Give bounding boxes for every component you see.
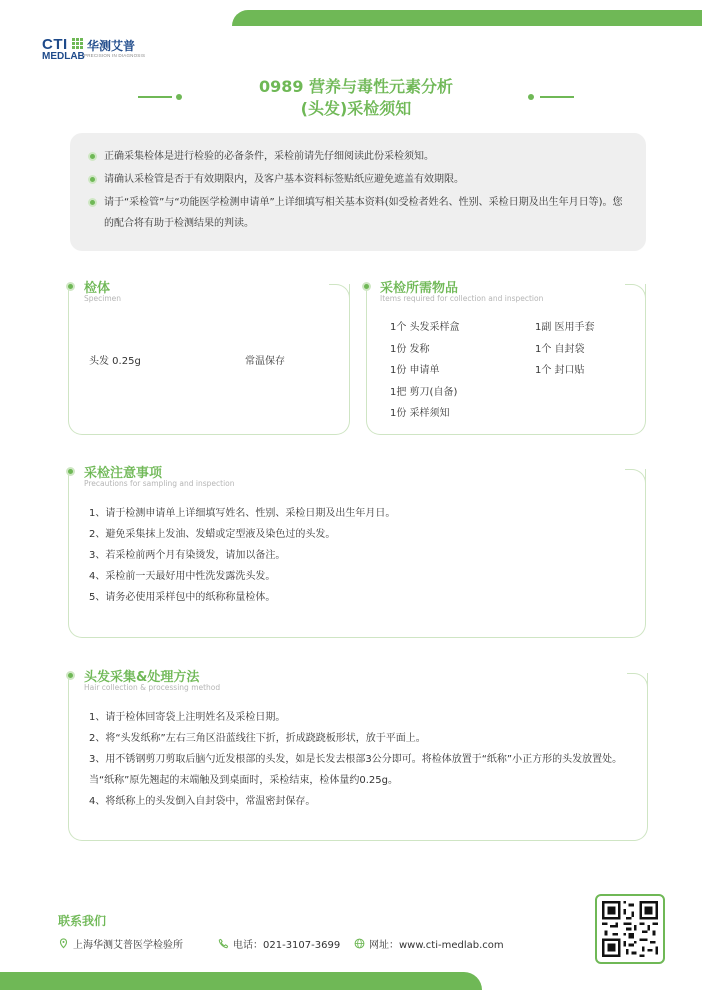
list-item: 1个 自封袋 [535, 343, 585, 355]
globe-icon [354, 938, 365, 949]
contact-address: 上海华测艾普医学检验所 [58, 936, 183, 951]
list-item: 2、避免采集抹上发油、发蜡或定型液及染色过的头发。 [89, 529, 336, 540]
method-list [89, 707, 634, 812]
list-item: 1副 医用手套 [535, 322, 595, 333]
section-dot-icon [66, 671, 75, 680]
list-item: 3、若采检前两个月有染烫发，请加以备注。 [89, 550, 286, 561]
list-item: 1个 头发采样盒 [390, 322, 460, 333]
specimen-subtitle: Specimen [84, 294, 122, 303]
page-title [0, 76, 712, 120]
precautions-list [89, 503, 395, 608]
items-required-subtitle: Items required for collection and inspection [380, 294, 544, 303]
section-dot-icon [362, 282, 371, 291]
list-item: 1把 剪刀(自备) [390, 386, 458, 398]
logo-grid-icon [72, 38, 84, 49]
list-item: 1、请于检体回寄袋上注明姓名及采检日期。 [89, 712, 286, 723]
list-item: 1份 采样须知 [390, 408, 450, 419]
notice-item: 请于“采检管”与“功能医学检测申请单”上详细填写相关基本资料(如受检者姓名、性别、采检日期及出生年月日等)。您的配合将有助于检测结果的判读。 [88, 192, 630, 234]
top-accent-bar [232, 10, 702, 26]
phone-icon [218, 938, 229, 949]
precautions-title: 采检注意事项 [84, 466, 163, 481]
bottom-accent-bar [0, 972, 482, 990]
specimen-storage: 常温保存 [245, 356, 285, 367]
logo-cti-text: CTI [42, 36, 68, 53]
list-item: 5、请务必使用采样包中的纸称称量检体。 [89, 592, 276, 603]
qr-code [595, 894, 665, 964]
logo-tagline: PRECISION IN DIAGNOSIS [84, 53, 146, 58]
list-item: 4、采检前一天最好用中性洗发露洗头发。 [89, 571, 276, 582]
logo-medlab-text: MEDLAB [42, 51, 85, 62]
specimen-type: 头发 0.25g [89, 356, 141, 367]
specimen-title: 检体 [84, 281, 111, 296]
logo-chinese-name: 华测艾普 [87, 39, 136, 53]
bullet-dot-icon [88, 175, 97, 184]
list-item: 2、将“头发纸称”左右三角区沿蓝线往下折，折成跷跷板形状，放于平面上。 [89, 733, 426, 744]
list-item: 1份 申请单 [390, 365, 440, 376]
location-pin-icon [58, 938, 69, 949]
method-subtitle: Hair collection & processing method [84, 683, 221, 692]
items-required-left-list [390, 317, 460, 425]
cti-medlab-logo [42, 36, 162, 62]
section-dot-icon [66, 467, 75, 476]
contact-website[interactable]: 网址：www.cti-medlab.com [354, 936, 504, 951]
section-dot-icon [66, 282, 75, 291]
items-required-right-list [535, 317, 595, 382]
list-item: 1、请于检测申请单上详细填写姓名、性别、采检日期及出生年月日。 [89, 508, 396, 519]
contact-title: 联系我们 [58, 914, 107, 928]
notice-item: 正确采集检体是进行检验的必备条件，采检前请先仔细阅读此份采检须知。 [88, 146, 630, 167]
list-item: 1个 封口贴 [535, 365, 585, 376]
list-item: 4、将纸称上的头发倒入自封袋中，常温密封保存。 [89, 796, 316, 807]
bullet-dot-icon [88, 152, 97, 161]
contact-phone: 电话：021-3107-3699 [218, 936, 340, 951]
method-title: 头发采集&处理方法 [84, 670, 200, 685]
bullet-dot-icon [88, 198, 97, 207]
notice-item: 请确认采检管是否于有效期限内，及客户基本资料标签贴纸应避免遮盖有效期限。 [88, 169, 630, 190]
list-item: 3、用不锈钢剪刀剪取后脑勺近发根部的头发，如是长发去根部3公分即可。将检体放置于“纸称”小正方形的头发放置处。当“纸称”原先翘起的末端触及到桌面时，采检结束，检体量约0.25g。 [89, 754, 623, 786]
qr-code-icon [602, 901, 658, 957]
precautions-subtitle: Precautions for sampling and inspection [84, 479, 235, 488]
page-title-line-1: 0989 营养与毒性元素分析 [258, 77, 454, 96]
page-title-line-2: (头发)采检须知 [300, 99, 412, 118]
items-required-title: 采检所需物品 [380, 281, 459, 296]
list-item: 1份 发称 [390, 343, 430, 355]
notice-box [70, 133, 646, 251]
